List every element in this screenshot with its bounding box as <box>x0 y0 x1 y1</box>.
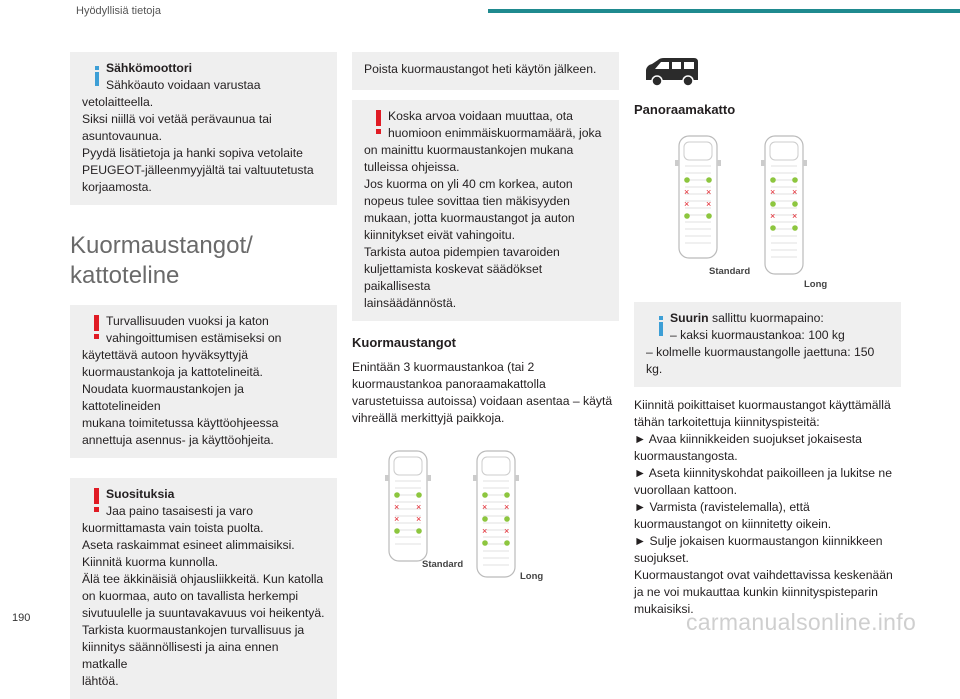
info-line: korjaamosta. <box>82 180 152 194</box>
warning-line: mukana toimitetussa käyttöohjeessa <box>82 416 279 430</box>
mount-point-cross: × <box>504 526 510 536</box>
info-icon <box>79 62 97 86</box>
warning-line: lähtöä. <box>82 674 119 688</box>
mount-point-cross: × <box>416 514 422 524</box>
column-1 <box>70 52 337 699</box>
mount-point-green <box>770 201 776 207</box>
mount-point-green <box>684 177 690 183</box>
mount-point-cross: × <box>482 502 488 512</box>
mount-point-cross: × <box>792 187 798 197</box>
warning-line: Jaa paino tasaisesti ja varo <box>106 504 254 518</box>
warning-line: annettuja asennus- ja käyttöohjeita. <box>82 433 274 447</box>
mount-point-green <box>482 516 488 522</box>
van-long <box>761 136 807 274</box>
subhead-panoramic-roof: Panoraamakatto <box>634 102 736 117</box>
mount-point-green <box>504 540 510 546</box>
info-line: kg. <box>646 362 663 376</box>
warning-line: kiinnitys säännöllisesti ja aina ennen matkalle <box>82 640 279 671</box>
mount-point-cross: × <box>684 199 690 209</box>
warning-line: huomioon enimmäiskuormamäärä, joka <box>388 126 602 140</box>
note-text: Poista kuormaustangot heti käytön jälkeen. <box>364 62 597 76</box>
warning-line: lainsäädännöstä. <box>364 296 457 310</box>
mount-point-green <box>482 540 488 546</box>
mount-point-cross: × <box>482 526 488 536</box>
mount-point-cross: × <box>792 211 798 221</box>
column-2 <box>352 52 619 587</box>
mount-point-green <box>504 492 510 498</box>
info-icon <box>643 312 661 336</box>
info-line: Siksi niillä voi vetää perävaunua tai <box>82 112 272 126</box>
mount-point-cross: × <box>706 199 712 209</box>
mount-point-green <box>792 225 798 231</box>
mirror-right <box>717 160 721 166</box>
mirror-right <box>803 160 807 166</box>
mount-point-cross: × <box>706 187 712 197</box>
label-long: Long <box>520 571 544 582</box>
mount-point-green <box>684 213 690 219</box>
warning-line: on kuormaa, auto on tavallista herkempi <box>82 589 299 603</box>
warning-icon <box>79 488 97 512</box>
info-box-electric <box>70 52 337 205</box>
warning-title: Suosituksia <box>106 487 175 501</box>
warning-line: kiinnitykset eivät vahingoitu. <box>364 228 516 242</box>
info-line: Sähköauto voidaan varustaa <box>106 78 261 92</box>
roof-bar-diagram <box>352 439 619 587</box>
mount-point-green <box>394 528 400 534</box>
mounting-steps: Kiinnitä poikittaiset kuormaustangot käyttämällä tähän tarkoitettuja kiinnityspisteitä: ► Avaa kiinnikkeiden suojukset jokaisesta kuormaustangosta. ► Aseta kiinnityskohdat paikoilleen ja lukitse ne vuorollaan kattoon. ► Varmista (ravistelemalla), että kuormaustangot on kiinnitetty oikein. ► Sulje jokaisen kuormaustangon kiinnikkeen suojukset. Kuormaustangot ovat vaihdettavissa keskenään ja ne voi mukauttaa kunkin kiinnityspisteparin mukaisiksi. <box>634 398 893 616</box>
info-line: – kaksi kuormaustankoa: 100 kg <box>670 328 845 342</box>
warning-line: mukaan, jotta kuormaustangot ja auton <box>364 211 575 225</box>
info-line: – kolmelle kuormaustangolle jaettuna: 150 <box>646 345 875 359</box>
mount-point-green <box>792 177 798 183</box>
vans-top-view-illustration-panoramic <box>634 126 901 294</box>
warning-line: vahingoittumisen estämiseksi on <box>106 331 282 345</box>
mount-point-cross: × <box>504 502 510 512</box>
warning-icon <box>361 110 379 134</box>
mount-point-green <box>792 201 798 207</box>
warning-line: Noudata kuormaustankojen ja kattotelineiden <box>82 382 244 413</box>
mount-point-green <box>706 177 712 183</box>
warning-line: Koska arvoa voidaan muuttaa, ota <box>388 109 573 123</box>
info-title: Sähkömoottori <box>106 61 192 75</box>
page-number: 190 <box>12 612 31 624</box>
mount-point-green <box>504 516 510 522</box>
warning-line: on mainittu kuormaustankojen mukana <box>364 143 574 157</box>
mount-point-cross: × <box>394 514 400 524</box>
mount-point-cross: × <box>394 502 400 512</box>
mount-point-cross: × <box>684 187 690 197</box>
header-accent-bar <box>488 9 960 13</box>
warning-line: sivutuulelle ja suuntavakavuus voi heikentyä. <box>82 606 325 620</box>
mount-point-green <box>482 492 488 498</box>
note-box-remove-bars <box>352 52 619 90</box>
van-standard <box>675 136 721 258</box>
warning-line: Kiinnitä kuorma kunnolla. <box>82 555 219 569</box>
column-3 <box>634 52 901 618</box>
info-box-max-load: Suurin sallittu kuormapaino: – kaksi kuormaustankoa: 100 kg – kolmelle kuormaustangolle jaettuna: 150 kg. <box>634 302 901 387</box>
mount-point-green <box>706 213 712 219</box>
label-standard: Standard <box>709 266 751 277</box>
van-long <box>473 451 519 577</box>
warning-line: kuormittamasta vain toista puolta. <box>82 521 264 535</box>
mirror-left <box>675 160 679 166</box>
mount-point-green <box>394 492 400 498</box>
info-line: Pyydä lisätietoja ja hanki sopiva vetolaite <box>82 146 303 160</box>
mount-point-green <box>416 528 422 534</box>
panoramic-roof-diagram <box>634 126 901 294</box>
label-long: Long <box>804 279 828 290</box>
mirror-right <box>427 475 431 481</box>
label-standard: Standard <box>422 559 464 570</box>
warning-line: Turvallisuuden vuoksi ja katon <box>106 314 269 328</box>
mirror-left <box>761 160 765 166</box>
warning-box-safety <box>70 305 337 458</box>
warning-icon <box>79 315 97 339</box>
warning-line: Aseta raskaimmat esineet alimmaisiksi. <box>82 538 295 552</box>
mount-point-cross: × <box>416 502 422 512</box>
van-standard <box>385 451 431 561</box>
mount-point-green <box>770 225 776 231</box>
warning-box-recommendations <box>70 478 337 699</box>
warning-line: Tarkista autoa pidempien tavaroiden <box>364 245 560 259</box>
mount-point-cross: × <box>770 187 776 197</box>
subhead-roof-bars: Kuormaustangot <box>352 335 456 350</box>
warning-line: Jos kuorma on yli 40 cm korkea, auton <box>364 177 573 191</box>
info-line: vetolaitteella. <box>82 95 154 109</box>
mirror-right <box>515 475 519 481</box>
mount-point-cross: × <box>770 211 776 221</box>
van-body <box>679 136 717 258</box>
warning-line: käytettävä autoon hyväksyttyjä <box>82 348 248 362</box>
info-line: asuntovaunua. <box>82 129 162 143</box>
running-head: Hyödyllisiä tietoja <box>76 5 161 17</box>
warning-line: Tarkista kuormaustankojen turvallisuus ja <box>82 623 305 637</box>
paragraph-roof-bars: Enintään 3 kuormaustankoa (tai 2 kuormaustankoa panoraamakattolla varustetuissa autoissa) voidaan asentaa – käytä vihreällä merkittyjä paikkoja. <box>352 360 613 425</box>
info-line: PEUGEOT-jälleenmyyjältä tai valtuutetusta <box>82 163 314 177</box>
mount-point-green <box>416 492 422 498</box>
warning-line: kuormaustankoja ja kattotelineitä. <box>82 365 263 379</box>
warning-box-load <box>352 100 619 321</box>
mount-point-green <box>770 177 776 183</box>
warning-line: Älä tee äkkinäisiä ohjausliikkeitä. Kun katolla <box>82 572 324 586</box>
vans-top-view-illustration <box>352 439 619 587</box>
warning-line: tulleissa ohjeissa. <box>364 160 460 174</box>
mirror-left <box>385 475 389 481</box>
watermark: carmanualsonline.info <box>686 609 917 635</box>
warning-line: kuljettamista koskevat säädökset paikallisesta <box>364 262 543 293</box>
warning-line: nopeus tulee sovittaa tien mäkisyyden <box>364 194 570 208</box>
section-title: Kuormaustangot/ kattoteline <box>70 232 253 289</box>
van-side-icon <box>634 52 901 98</box>
mirror-left <box>473 475 477 481</box>
